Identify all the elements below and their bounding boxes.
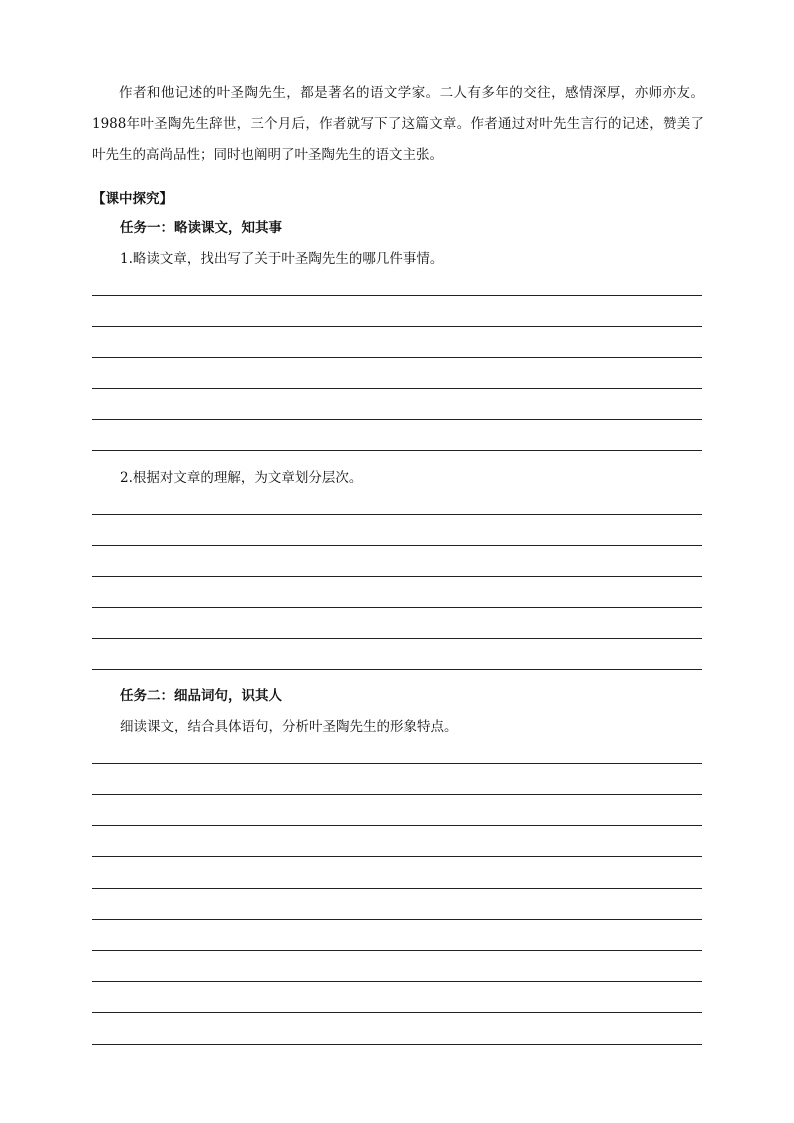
answer-line <box>92 638 702 639</box>
answer-line <box>92 763 702 764</box>
answer-line <box>92 576 702 577</box>
task2-question-1: 细读课文，结合具体语句，分析叶圣陶先生的形象特点。 <box>120 719 458 735</box>
task1-question-1: 1.略读文章，找出写了关于叶圣陶先生的哪几件事情。 <box>120 251 444 267</box>
answer-line <box>92 1012 702 1013</box>
answer-line <box>92 950 702 951</box>
answer-line <box>92 1044 702 1045</box>
answer-line <box>92 794 702 795</box>
answer-line <box>92 388 702 389</box>
section-heading: 【课中探究】 <box>92 191 173 207</box>
answer-line <box>92 888 702 889</box>
answer-line <box>92 981 702 982</box>
answer-line <box>92 357 702 358</box>
intro-paragraph: 作者和他记述的叶圣陶先生，都是著名的语文学家。二人有多年的交往，感情深厚，亦师亦友。1988年叶圣陶先生辞世，三个月后，作者就写下了这篇文章。作者通过对叶先生言行的记述，赞美了叶先生的高尚品性；同时也阐明了叶圣陶先生的语文主张。 <box>92 85 704 163</box>
answer-line <box>92 669 702 670</box>
task2-title: 任务二：细品词句，识其人 <box>120 688 282 704</box>
answer-line <box>92 919 702 920</box>
answer-line <box>92 326 702 327</box>
answer-line <box>92 514 702 515</box>
answer-line <box>92 545 702 546</box>
answer-line <box>92 295 702 296</box>
answer-line <box>92 450 702 451</box>
task1-question-2: 2.根据对文章的理解，为文章划分层次。 <box>120 470 363 486</box>
answer-line <box>92 856 702 857</box>
answer-line <box>92 607 702 608</box>
answer-line <box>92 419 702 420</box>
answer-line <box>92 825 702 826</box>
task1-title: 任务一：略读课文，知其事 <box>120 220 282 236</box>
